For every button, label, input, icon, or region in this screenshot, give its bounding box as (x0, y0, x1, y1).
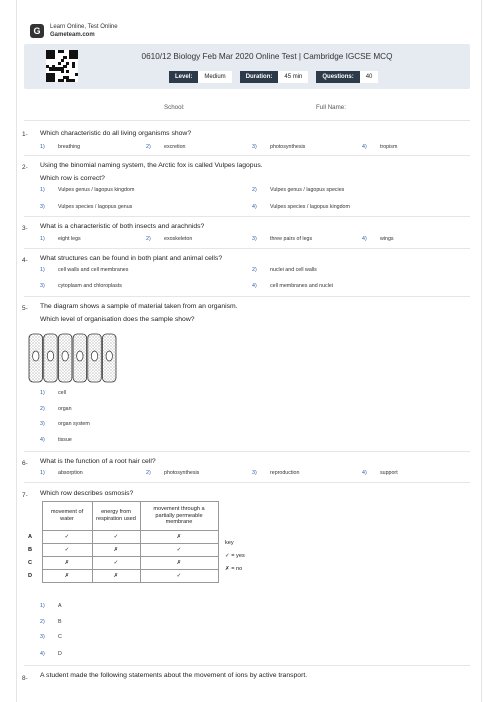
table-row: A ✓ ✓ ✗ (24, 531, 218, 544)
option[interactable]: 4) wings (362, 236, 394, 242)
cell-nucleus (33, 351, 39, 361)
option[interactable]: 2) Vulpes genus / lagopus species (252, 187, 345, 193)
question-text: What is the function of a root hair cell? (40, 458, 156, 465)
divider (24, 216, 470, 217)
divider (24, 155, 470, 156)
question-number: 4- (22, 257, 28, 264)
option[interactable]: 3) three pairs of legs (252, 236, 313, 242)
option[interactable]: 4) tropism (362, 144, 398, 150)
brand-site[interactable]: Gameteam.com (50, 32, 95, 38)
duration-badge: Duration: 45 min (240, 71, 309, 83)
option[interactable]: 4) cell membranes and nuclei (252, 283, 334, 289)
question-subtext: Which level of organisation does the sample show? (40, 316, 195, 323)
option[interactable]: 2) excretion (146, 144, 186, 150)
option[interactable]: 3) organ system (40, 421, 90, 427)
cell-nucleus (62, 351, 68, 361)
option[interactable]: 1) breathing (40, 144, 81, 150)
cell-nucleus (106, 351, 112, 361)
brand[interactable] (30, 20, 118, 42)
option[interactable]: 4) Vulpes species / lagopus kingdom (252, 204, 350, 210)
question-subtext: Which row is correct? (40, 175, 105, 182)
level-badge: Level: Medium (169, 71, 232, 83)
option[interactable]: 4) D (40, 651, 62, 657)
test-header (24, 44, 470, 89)
question-text: The diagram shows a sample of material taken from an organism. (40, 303, 238, 310)
option[interactable]: 4) support (362, 470, 398, 476)
column-header: movement of water (42, 502, 92, 531)
option[interactable]: 1) absorption (40, 470, 83, 476)
table-row: B ✓ ✗ ✓ (24, 544, 218, 557)
table-key-title: key (225, 540, 234, 546)
question-number: 3- (22, 225, 28, 232)
option[interactable]: 1) A (40, 603, 62, 609)
option[interactable]: 4) tissue (40, 437, 72, 443)
option[interactable]: 1) cell walls and cell membranes (40, 267, 129, 273)
option[interactable]: 2) exoskeleton (146, 236, 193, 242)
table-key-yes: ✓ = yes (225, 553, 245, 559)
brand-tagline: Learn Online, Test Online (50, 24, 118, 30)
column-header: energy from respiration used (92, 502, 140, 531)
divider (24, 482, 470, 483)
question-text: What is a characteristic of both insects and arachnids? (40, 223, 205, 230)
option[interactable]: 2) organ (40, 406, 72, 412)
divider (24, 296, 470, 297)
tissue-sample-diagram (26, 330, 118, 386)
cell-nucleus (77, 351, 83, 361)
question-text: Using the binomial naming system, the Arctic fox is called Vulpes lagopus. (40, 162, 263, 169)
logo-icon: G (30, 24, 44, 38)
option[interactable]: 3) C (40, 634, 62, 640)
divider (24, 451, 470, 452)
question-number: 5- (22, 305, 28, 312)
question-number: 6- (22, 460, 28, 467)
osmosis-table (24, 501, 219, 583)
divider (24, 120, 470, 121)
option[interactable]: 1) eight legs (40, 236, 81, 242)
option[interactable]: 3) reproduction (252, 470, 300, 476)
question-text: Which characteristic do all living organisms show? (40, 130, 192, 137)
table-row: C ✗ ✓ ✗ (24, 557, 218, 570)
question-text: What structures can be found in both plant and animal cells? (40, 255, 223, 262)
option[interactable]: 2) B (40, 619, 62, 625)
question-text: Which row describes osmosis? (40, 490, 134, 497)
option[interactable]: 3) cytoplasm and chloroplasts (40, 283, 122, 289)
cell-nucleus (91, 351, 97, 361)
question-number: 2- (22, 164, 28, 171)
table-key-no: ✗ = no (225, 566, 243, 572)
question-number: 1- (22, 131, 28, 138)
cell-nucleus (47, 351, 53, 361)
option[interactable]: 3) photosynthesis (252, 144, 306, 150)
option[interactable]: 1) cell (40, 390, 66, 396)
table-row: D ✗ ✗ ✓ (24, 570, 218, 583)
questions-badge: Questions: 40 (316, 71, 378, 83)
divider (24, 248, 470, 249)
option[interactable]: 2) photosynthesis (146, 470, 200, 476)
option[interactable]: 3) Vulpes species / lagopus genus (40, 204, 133, 210)
full-name-field-label: Full Name: (316, 104, 346, 111)
question-number: 7- (22, 492, 28, 499)
option[interactable]: 1) Vulpes genus / lagopus kingdom (40, 187, 135, 193)
option[interactable]: 2) nuclei and cell walls (252, 267, 317, 273)
test-title: 0610/12 Biology Feb Mar 2020 Online Test | Cambridge IGCSE MCQ (141, 52, 393, 61)
column-header: movement through a partially permeable membrane (140, 502, 218, 531)
question-text: A student made the following statements about the movement of ions by active transport. (40, 672, 308, 679)
school-field-label: School: (164, 104, 185, 111)
divider (24, 665, 470, 666)
question-number: 8- (22, 675, 28, 682)
